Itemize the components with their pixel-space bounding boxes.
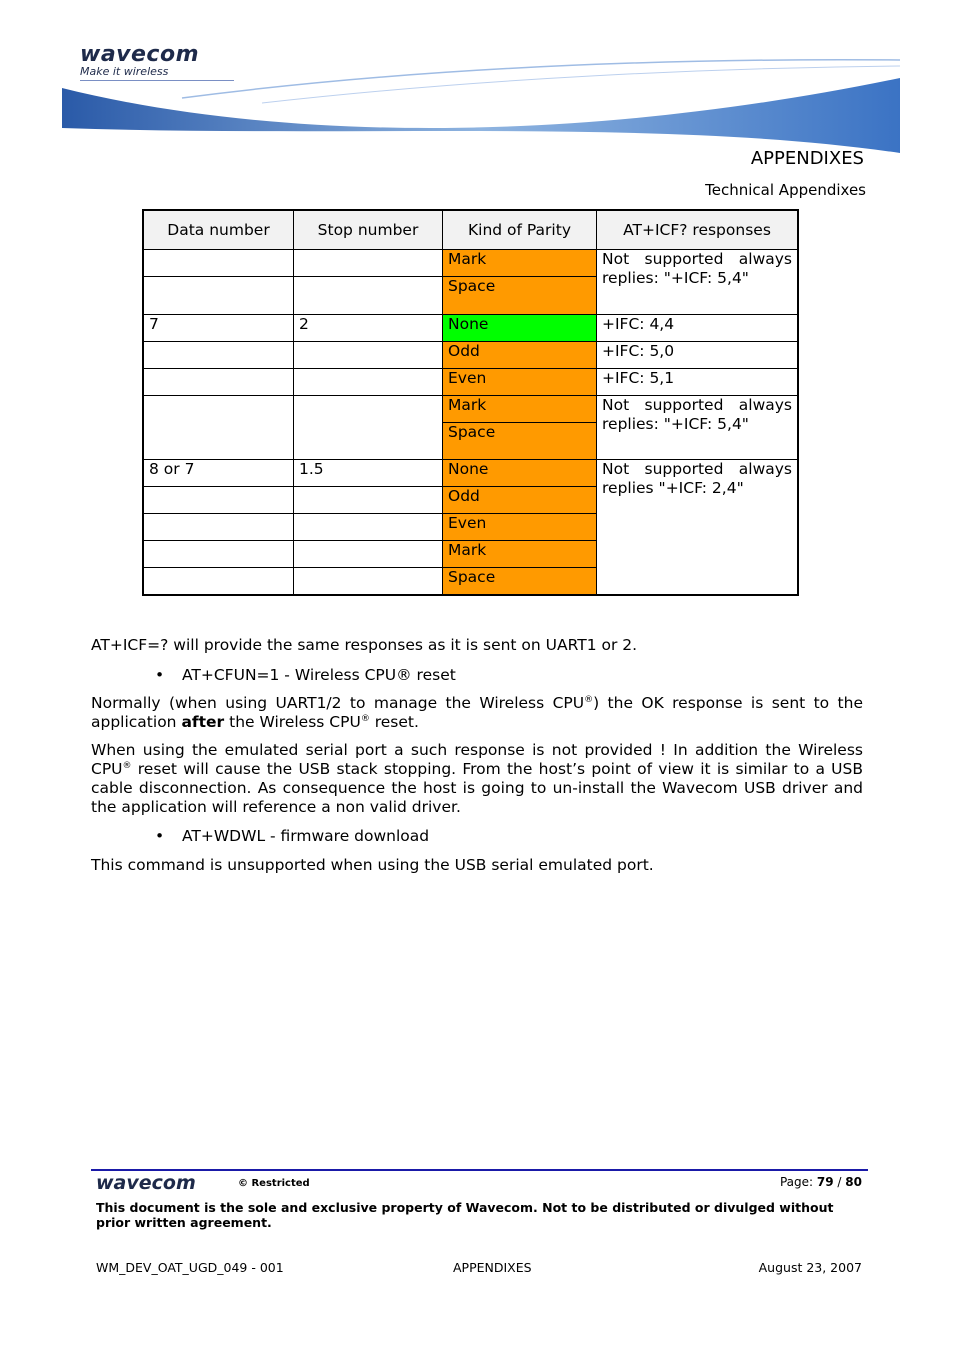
cell-stop [294, 568, 443, 595]
cell-parity: Odd [443, 487, 597, 514]
table-header-row [143, 210, 798, 250]
table-row [143, 460, 798, 487]
section-subtitle: Technical Appendixes [705, 181, 866, 199]
cell-parity: None [443, 460, 597, 487]
text-emphasis: after [181, 713, 225, 731]
header-kind-of-parity: Kind of Parity [443, 210, 597, 250]
paragraph-icf-test: AT+ICF=? will provide the same responses as it is sent on UART1 or 2. [91, 636, 638, 654]
cell-stop: 2 [294, 315, 443, 342]
reg-mark: ® [360, 713, 370, 724]
cell-stop [294, 342, 443, 369]
cell-response: Not supported always replies: "+ICF: 5,4" [597, 250, 799, 315]
text-run: reset. [369, 713, 419, 731]
page-total: 80 [845, 1175, 862, 1189]
cell-parity: Mark [443, 250, 597, 277]
bullet-dot: • [155, 666, 165, 684]
header-wave-graphic [62, 58, 900, 158]
footer-divider [91, 1169, 868, 1171]
cell-data [143, 342, 294, 369]
cell-stop [294, 277, 443, 315]
cell-stop [294, 487, 443, 514]
paragraph-cfun-normal [91, 694, 863, 732]
cell-data [143, 369, 294, 396]
cell-parity: Space [443, 423, 597, 460]
cell-stop [294, 396, 443, 460]
cell-parity: Even [443, 369, 597, 396]
cell-data [143, 568, 294, 595]
section-title: APPENDIXES [750, 148, 864, 169]
cell-data [143, 514, 294, 541]
cell-parity: Odd [443, 342, 597, 369]
cell-response: Not supported always replies: "+ICF: 5,4" [597, 396, 799, 460]
cell-data [143, 396, 294, 460]
table-row [143, 369, 798, 396]
table-row [143, 396, 798, 423]
reg-mark: ® [584, 694, 594, 705]
footer-date: August 23, 2007 [758, 1260, 862, 1275]
text-run: reset will cause the USB stack stopping. From the host’s point of view it is similar to a USB cable disconnection. As consequence the host is going to un-install the Wavecom USB driver and the application will reference a non valid driver. [91, 760, 863, 816]
cell-stop [294, 514, 443, 541]
table-row [143, 342, 798, 369]
footer-doc-id: WM_DEV_OAT_UGD_049 - 001 [96, 1260, 284, 1275]
cell-response: +IFC: 5,0 [597, 342, 799, 369]
header-data-number: Data number [143, 210, 294, 250]
page-separator: / [837, 1175, 842, 1189]
cell-response: +IFC: 5,1 [597, 369, 799, 396]
text-run: When using the emulated serial port a such response is not provided ! In addition the Wireless CPU [91, 741, 863, 778]
cell-parity: Space [443, 277, 597, 315]
cell-response: Not supported always replies "+ICF: 2,4" [597, 460, 799, 595]
bullet-wdwl [155, 827, 429, 845]
bullet-cfun-label: AT+CFUN=1 - Wireless CPU® reset [182, 666, 456, 684]
table-row [143, 250, 798, 277]
cell-data [143, 277, 294, 315]
text-run: the Wireless CPU [224, 713, 361, 731]
reg-mark: ® [122, 760, 132, 771]
text-run: ) the OK response is sent to the application [91, 694, 863, 731]
cell-stop [294, 369, 443, 396]
footer-logo: wavecom [96, 1172, 196, 1194]
table-row [143, 315, 798, 342]
header-stop-number: Stop number [294, 210, 443, 250]
cell-stop [294, 541, 443, 568]
text-run: Normally (when using UART1/2 to manage the Wireless CPU [91, 694, 585, 712]
cell-data [143, 541, 294, 568]
bullet-cfun [155, 666, 456, 684]
bullet-dot: • [155, 827, 165, 845]
cell-data [143, 487, 294, 514]
cell-data: 7 [143, 315, 294, 342]
paragraph-wdwl: This command is unsupported when using the USB serial emulated port. [91, 856, 654, 874]
paragraph-cfun-emulated [91, 741, 863, 817]
page-current: 79 [816, 1175, 834, 1189]
cell-stop: 1.5 [294, 460, 443, 487]
cell-response: +IFC: 4,4 [597, 315, 799, 342]
footer-section: APPENDIXES [453, 1260, 532, 1275]
page-label: Page: [779, 1175, 814, 1189]
logo-brand: wavecom [80, 42, 200, 67]
cell-parity: None [443, 315, 597, 342]
cell-parity: Mark [443, 396, 597, 423]
logo-tagline: Make it wireless [80, 65, 234, 81]
cell-data: 8 or 7 [143, 460, 294, 487]
footer-property-note: This document is the sole and exclusive property of Wavecom. Not to be distributed or divulged without prior written agreement. [96, 1200, 834, 1230]
bullet-wdwl-label: AT+WDWL - firmware download [182, 827, 430, 845]
cell-parity: Even [443, 514, 597, 541]
header-responses: AT+ICF? responses [597, 210, 799, 250]
footer-restricted: © Restricted [238, 1178, 310, 1189]
cell-parity: Space [443, 568, 597, 595]
cell-parity: Mark [443, 541, 597, 568]
parity-table [142, 209, 799, 596]
cell-stop [294, 250, 443, 277]
cell-data [143, 250, 294, 277]
footer-page-number [780, 1175, 862, 1189]
